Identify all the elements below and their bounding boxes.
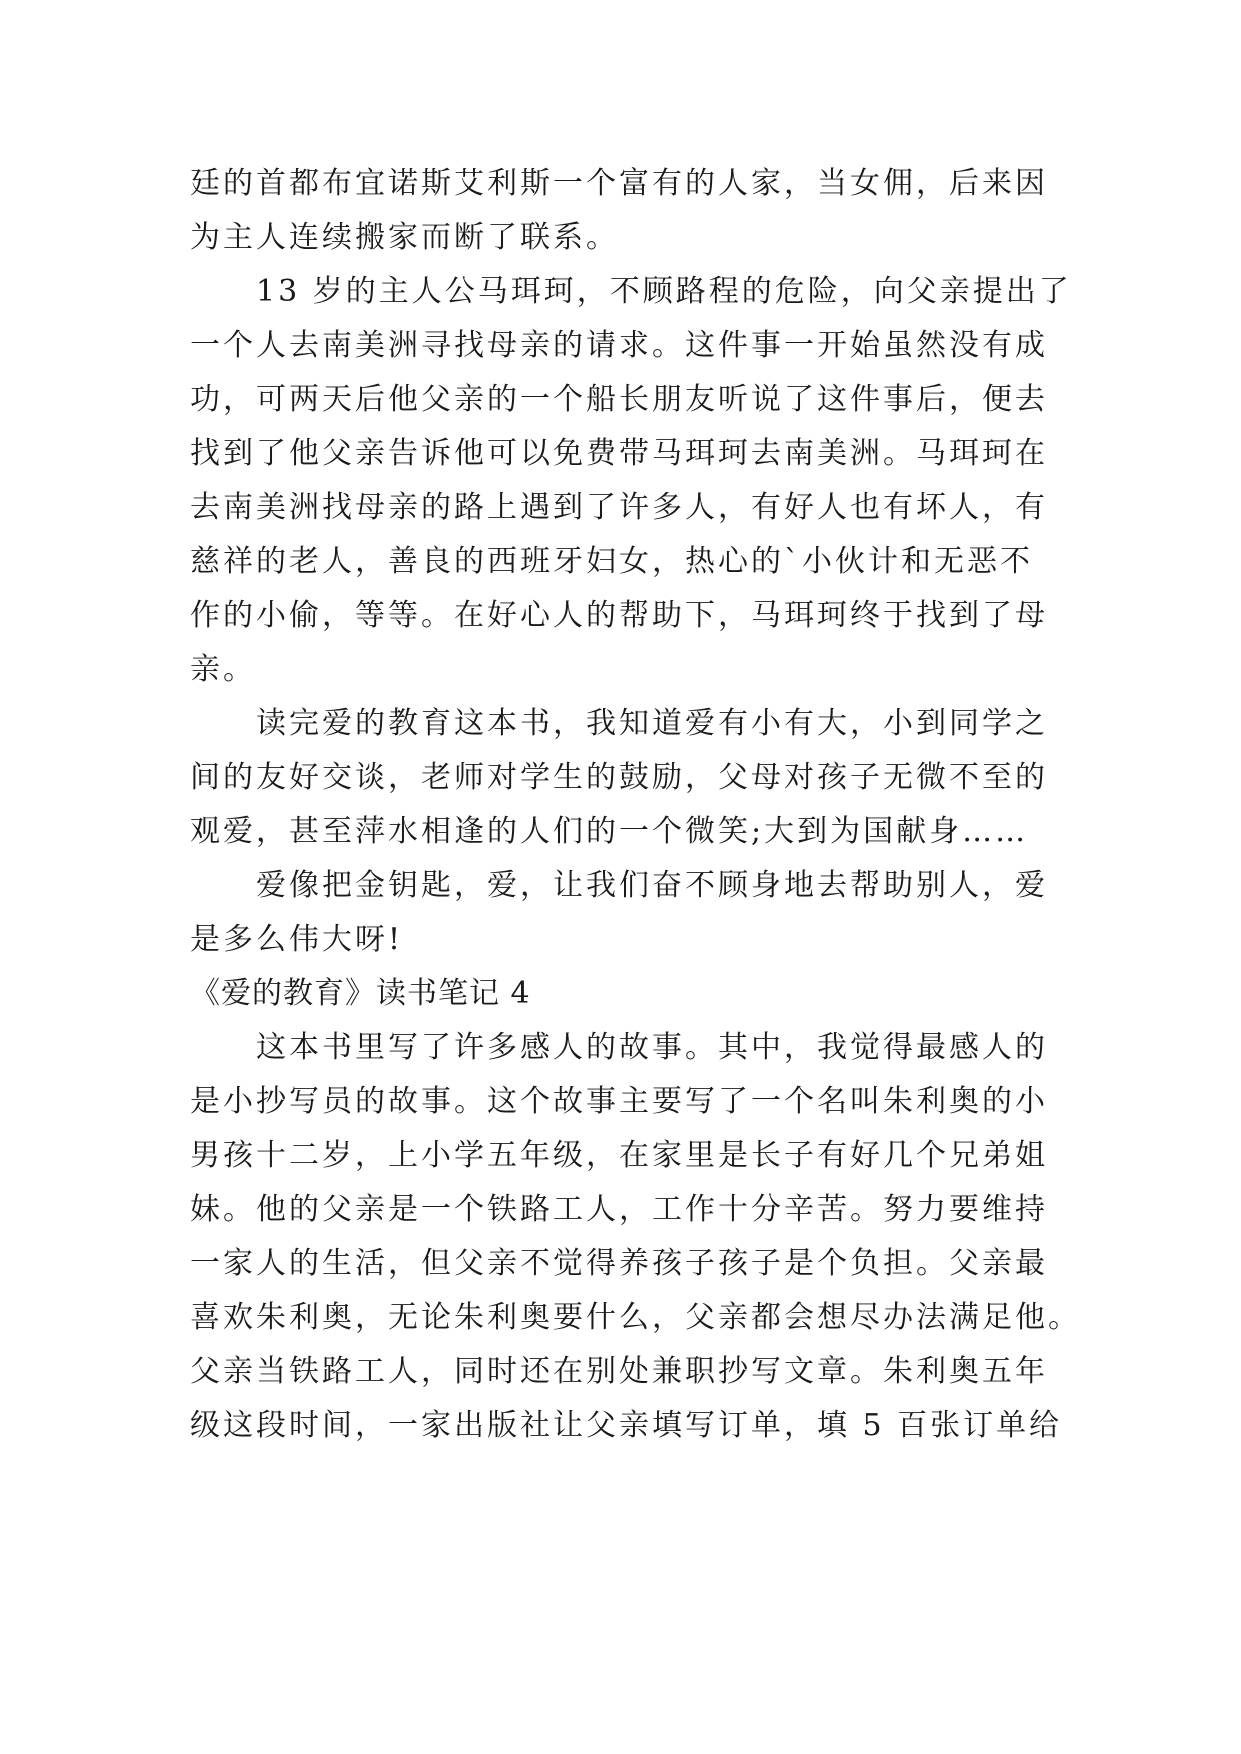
text-line: 间的友好交谈，老师对学生的鼓励，父母对孩子无微不至的 <box>190 760 1048 795</box>
paragraph <box>190 265 1072 697</box>
text-line: 慈祥的老人，善良的西班牙妇女，热心的`小伙计和无恶不 <box>190 544 1033 579</box>
paragraph <box>190 1021 1081 1453</box>
document-body <box>190 157 1081 1453</box>
text-line: 读完爱的教育这本书，我知道爱有小有大，小到同学之 <box>256 706 1048 741</box>
text-line: 妹。他的父亲是一个铁路工人，工作十分辛苦。努力要维持 <box>190 1192 1048 1227</box>
text-line: 是小抄写员的故事。这个故事主要写了一个名叫朱利奥的小 <box>190 1084 1048 1119</box>
section-heading: 《爱的教育》读书笔记 4 <box>190 976 531 1011</box>
text-line: 一个人去南美洲寻找母亲的请求。这件事一开始虽然没有成 <box>190 328 1048 363</box>
text-line: 观爱，甚至萍水相逢的人们的一个微笑;大到为国献身…… <box>190 814 1029 849</box>
text-line: 一家人的生活，但父亲不觉得养孩子孩子是个负担。父亲最 <box>190 1246 1048 1281</box>
text-line: 喜欢朱利奥，无论朱利奥要什么，父亲都会想尽办法满足他。 <box>190 1300 1081 1335</box>
text-line: 为主人连续搬家而断了联系。 <box>190 220 619 255</box>
text-line: 男孩十二岁，上小学五年级，在家里是长子有好几个兄弟姐 <box>190 1138 1048 1173</box>
text-line: 廷的首都布宜诺斯艾利斯一个富有的人家，当女佣，后来因 <box>190 166 1048 201</box>
text-line: 这本书里写了许多感人的故事。其中，我觉得最感人的 <box>256 1030 1048 1065</box>
paragraph <box>190 697 1050 859</box>
text-line: 功，可两天后他父亲的一个船长朋友听说了这件事后，便去 <box>190 382 1048 417</box>
text-line: 父亲当铁路工人，同时还在别处兼职抄写文章。朱利奥五年 <box>190 1354 1048 1389</box>
text-line: 13 岁的主人公马珥珂，不顾路程的危险，向父亲提出了 <box>256 274 1072 309</box>
text-line: 亲。 <box>190 652 256 687</box>
paragraph <box>190 157 1050 265</box>
text-line: 是多么伟大呀! <box>190 922 404 957</box>
text-line: 爱像把金钥匙，爱，让我们奋不顾身地去帮助别人，爱 <box>256 868 1048 903</box>
text-line: 去南美洲找母亲的路上遇到了许多人，有好人也有坏人，有 <box>190 490 1048 525</box>
text-line: 级这段时间，一家出版社让父亲填写订单，填 5 百张订单给 <box>190 1408 1063 1443</box>
paragraph <box>190 859 1050 967</box>
text-line: 作的小偷，等等。在好心人的帮助下，马珥珂终于找到了母 <box>190 598 1048 633</box>
text-line: 找到了他父亲告诉他可以免费带马珥珂去南美洲。马珥珂在 <box>190 436 1048 471</box>
